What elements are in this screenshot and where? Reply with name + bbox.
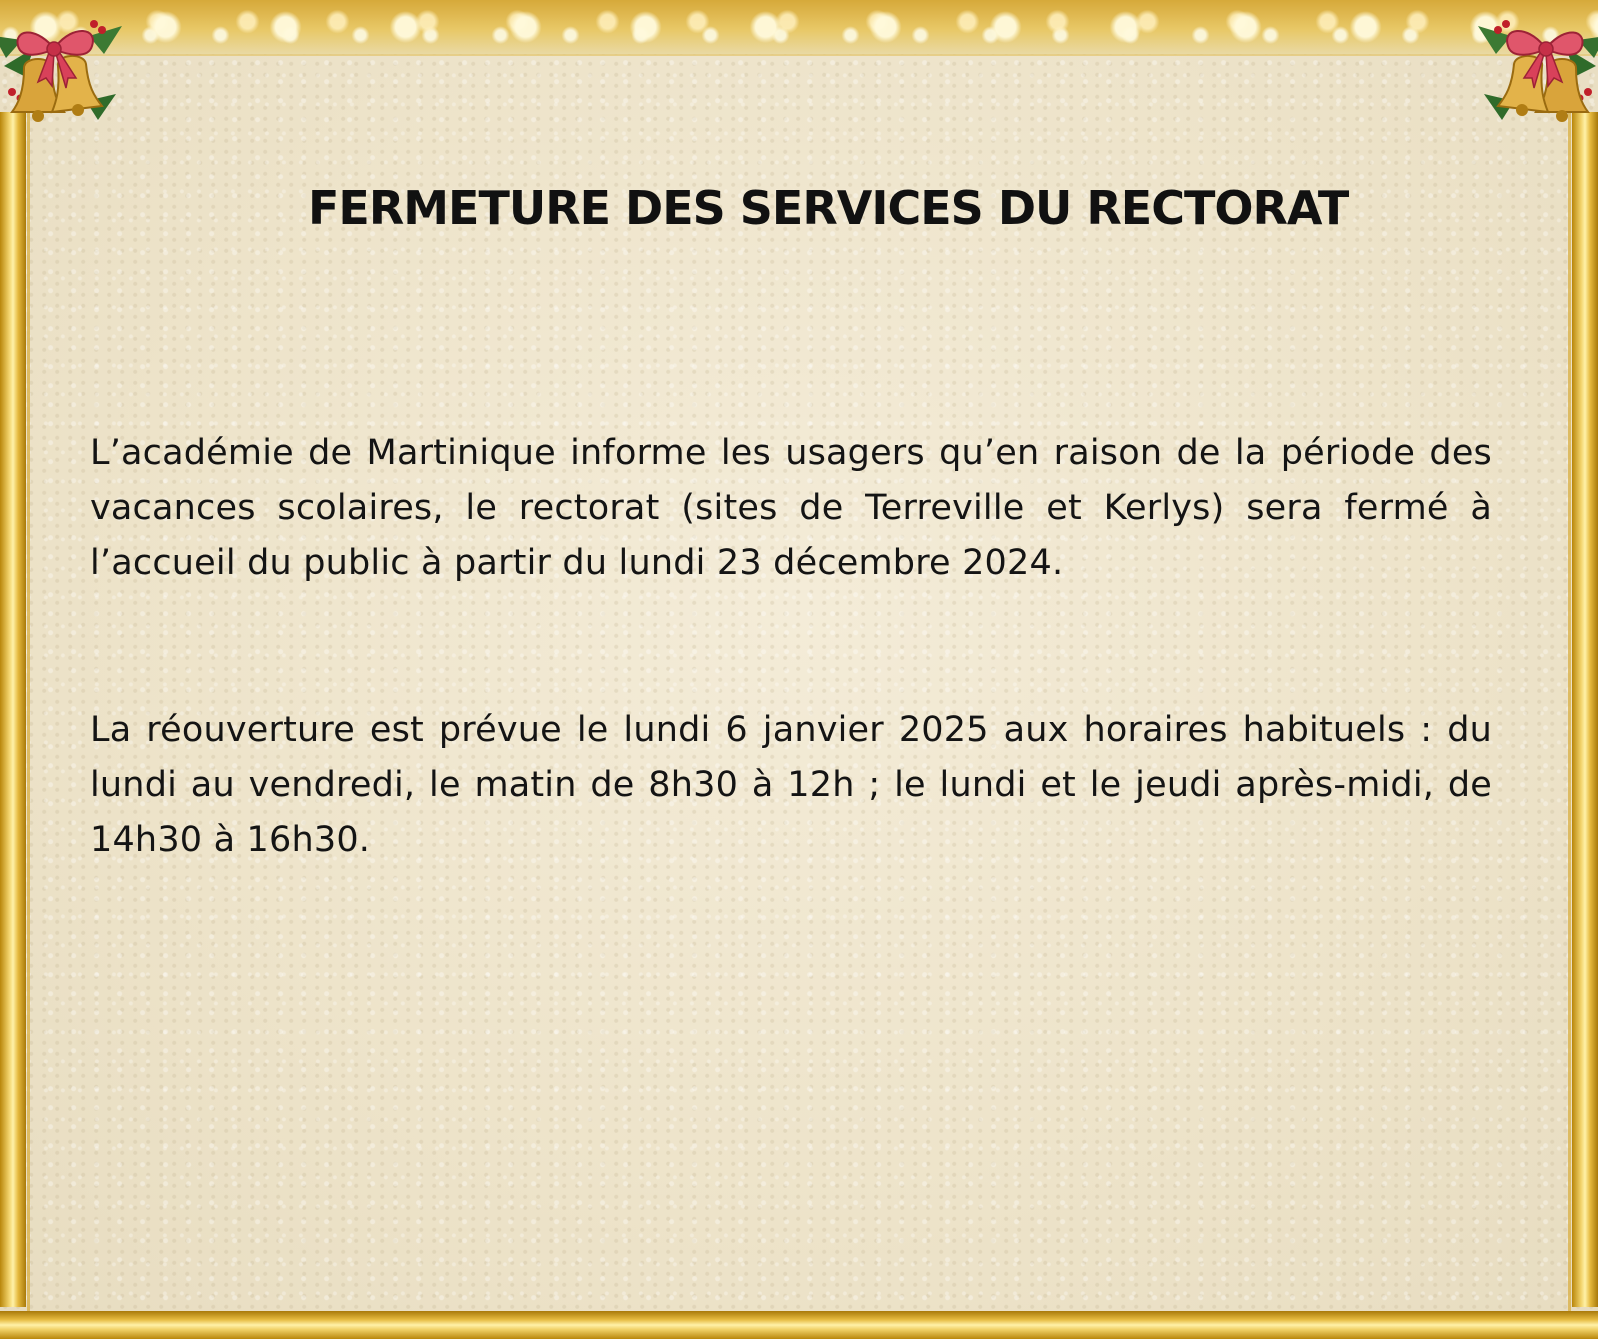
frame-inner-line-left <box>27 112 30 1311</box>
frame-inner-line-right <box>1568 112 1571 1311</box>
gold-frame-right <box>1572 112 1598 1307</box>
christmas-bells-icon <box>1466 0 1598 136</box>
frame-inner-line-top <box>0 54 1598 56</box>
christmas-bells-icon <box>0 0 134 136</box>
notice-paragraph-reopening: La réouverture est prévue le lundi 6 janvier 2025 aux horaires habituels : du lundi au vendredi, le matin de 8h30 à 12h ; le lundi et le jeudi après-midi, de 14h30 à 16h30. <box>90 710 1492 860</box>
notice-title: FERMETURE DES SERVICES DU RECTORAT <box>308 181 1349 235</box>
gold-frame-left <box>0 112 26 1307</box>
gold-sparkle-band <box>0 0 1598 54</box>
notice-paragraph-closure: L’académie de Martinique informe les usagers qu’en raison de la période des vacances scolaires, le rectorat (sites de Terreville et Kerlys) sera fermé à l’accueil du public à partir du lundi 23 décembre 2024. <box>90 433 1492 583</box>
gold-frame-bottom <box>0 1311 1598 1339</box>
